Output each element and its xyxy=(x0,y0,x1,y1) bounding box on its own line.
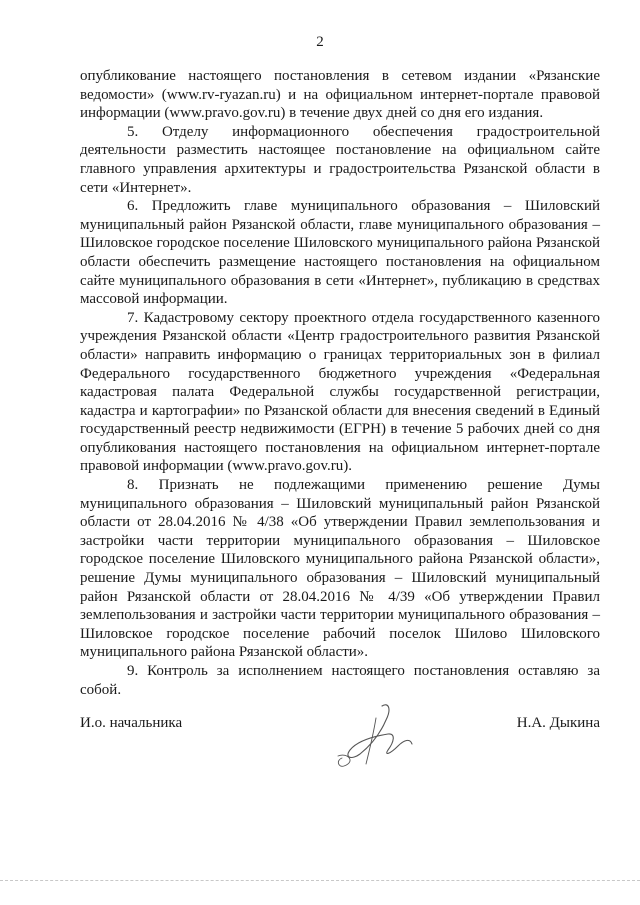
paragraph-7: 7. Кадастровому сектору проектного отдела государственного казенного учреждения Рязанской области «Центр градостроительного развития Рязанской области» направить информацию о границах территориальных зон в филиал Федерального государственного бюджетного учреждения «Федеральная кадастровая палата Федеральной службы государственной регистрации, кадастра и картографии» по Рязанской области для внесения сведений в Единый государственный реестр недвижимости (ЕГРН) в течение 5 рабочих дней со дня опубликования настоящего постановления на официальном интернет-портале правовой информации (www.pravo.gov.ru). xyxy=(80,309,600,475)
paragraph-9: 9. Контроль за исполнением настоящего постановления оставляю за собой. xyxy=(80,663,600,698)
paragraph-continuation: опубликование настоящего постановления в сетевом издании «Рязанские ведомости» (www.rv-ryazan.ru) и на официальном интернет-портале правовой информации (www.pravo.gov.ru) в течение двух дней со дня его издания. xyxy=(80,68,600,122)
signatory-title: И.о. начальника xyxy=(80,715,183,731)
paragraph-8: 8. Признать не подлежащими применению решение Думы муниципального образования – Шиловский муниципальный район Рязанской области от 28.04.2016 № 4/38 «Об утверждении Правил землепользования и застройки части территории муниципального образования – Шиловское городское поселение Шиловского муниципального района Рязанской области», решение Думы муниципального образования – Шиловский муниципальный район Рязанской области от 28.04.2016 № 4/39 «Об утверждении Правил землепользования и застройки части территории муниципального образования – Шиловское городское поселение рабочий поселок Шилово Шиловского муниципального района Рязанской области». xyxy=(80,477,600,661)
paragraph-6: 6. Предложить главе муниципального образования – Шиловский муниципальный район Рязанской области, главе муниципального образования – Шиловское городское поселение Шиловского муниципального района Рязанской области обеспечить размещение настоящего постановления на официальном сайте муниципального образования в сети «Интернет», публикацию в средствах массовой информации. xyxy=(80,198,600,308)
document-body xyxy=(80,67,600,699)
handwritten-signature xyxy=(330,698,420,773)
signatory-name: Н.А. Дыкина xyxy=(516,715,600,731)
scan-edge-divider xyxy=(0,880,640,882)
paragraph-5: 5. Отделу информационного обеспечения градостроительной деятельности разместить настоящее постановление на официальном сайте главного управления архитектуры и градостроительства Рязанской области в сети «Интернет». xyxy=(80,123,600,196)
page-number: 2 xyxy=(316,34,324,50)
